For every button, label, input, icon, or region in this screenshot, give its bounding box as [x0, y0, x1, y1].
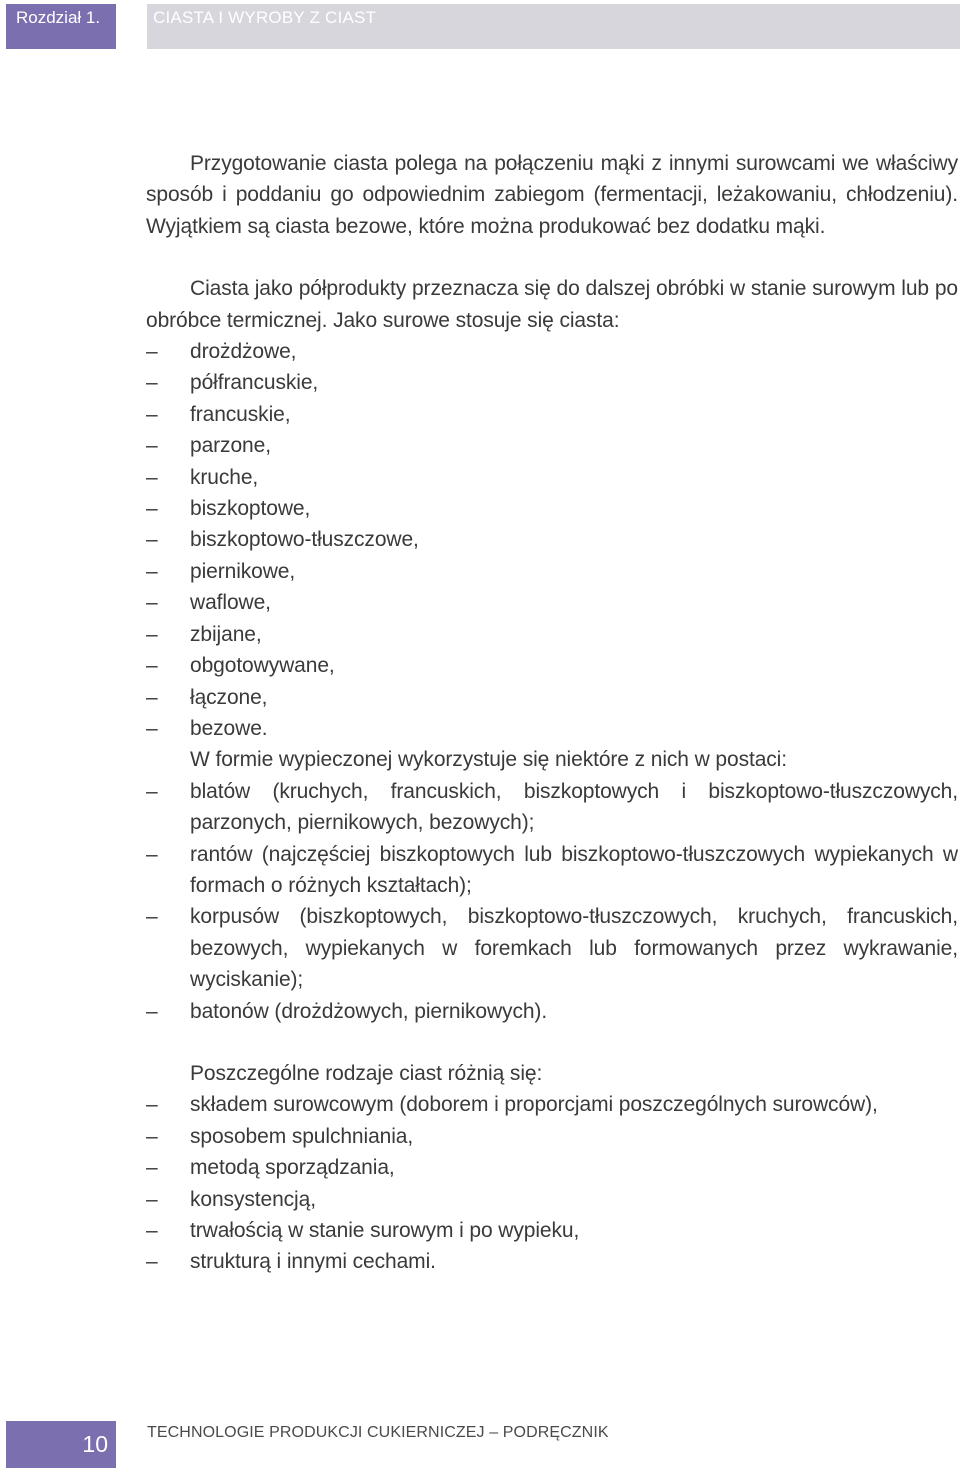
- list-item-text: bezowe.: [190, 716, 268, 740]
- dash-bullet: –: [146, 779, 158, 803]
- list-item: [146, 682, 958, 713]
- dash-bullet: –: [146, 1250, 158, 1274]
- list-item-text: półfrancuskie,: [190, 371, 319, 395]
- dash-bullet: –: [146, 465, 158, 489]
- dash-bullet: –: [146, 497, 158, 521]
- dash-bullet: –: [146, 559, 158, 583]
- list-item-text: drożdżowe,: [190, 340, 297, 364]
- dash-bullet: –: [146, 1187, 158, 1211]
- list-item-text: waflowe,: [190, 591, 271, 615]
- raw-dough-list: [146, 336, 958, 744]
- list-item-text: trwałością w stanie surowym i po wypieku,: [190, 1219, 580, 1242]
- dash-bullet: –: [146, 685, 158, 709]
- list-item: [146, 524, 958, 555]
- list-item: [146, 493, 958, 524]
- list-item-text: parzone,: [190, 434, 271, 458]
- dash-bullet: –: [146, 1093, 158, 1117]
- list-item-text: konsystencją,: [190, 1187, 316, 1211]
- list-item: [146, 336, 958, 367]
- list-item-text: łączone,: [190, 685, 268, 709]
- dash-bullet: –: [146, 591, 158, 615]
- list-item: [146, 1152, 958, 1183]
- paragraph-intro: Przygotowanie ciasta polega na połączeniu mąki z innymi surowcami we właściwy sposób i poddaniu go odpowiednim zabiegom (fermentacji, leżakowaniu, chłodzeniu). Wyjątkiem są ciasta bezowe, które można produkować bez dodatku mąki.: [146, 152, 958, 238]
- list-item-text: korpusów (biszkoptowych, biszkoptowo-tłuszczowych, kruchych, francuskich, bezowych, wypiekanych w foremkach lub formowanych przez wykrawanie, wyciskanie);: [190, 905, 958, 992]
- dash-bullet: –: [146, 340, 158, 364]
- dash-bullet: –: [146, 842, 158, 866]
- list-item-text: blatów (kruchych, francuskich, biszkoptowych i biszkoptowo-tłuszczowych, parzonych, piernikowych, bezowych);: [190, 779, 958, 835]
- list-item-text: metodą sporządzania,: [190, 1156, 395, 1180]
- dash-bullet: –: [146, 434, 158, 458]
- list-item: [146, 587, 958, 618]
- paragraph-differences: Poszczególne rodzaje ciast różnią się:: [190, 1061, 543, 1085]
- list-item-text: piernikowe,: [190, 559, 296, 583]
- page-body: [146, 148, 958, 1278]
- list-item-text: francuskie,: [190, 402, 291, 426]
- list-item: [146, 619, 958, 650]
- list-item: [146, 776, 958, 839]
- list-item-text: składem surowcowym (doborem i proporcjami poszczególnych surowców),: [190, 1093, 878, 1117]
- page-number: 10: [6, 1421, 116, 1468]
- list-item: [146, 839, 958, 902]
- differences-list: [146, 1089, 958, 1277]
- baked-forms-list: [146, 776, 958, 1027]
- dash-bullet: –: [146, 1219, 158, 1242]
- list-item: [146, 650, 958, 681]
- list-item: [146, 1215, 958, 1246]
- list-item: [146, 556, 958, 587]
- dash-bullet: –: [146, 654, 158, 678]
- list-item-text: obgotowywane,: [190, 654, 335, 678]
- paragraph-semi-products: Ciasta jako półprodukty przeznacza się do dalszej obróbki w stanie surowym lub po obróbce termicznej. Jako surowe stosuje się ciasta:: [146, 277, 958, 332]
- list-item: [146, 713, 958, 744]
- list-item: [146, 1246, 958, 1277]
- list-item-text: strukturą i innymi cechami.: [190, 1250, 436, 1274]
- list-item: [146, 1121, 958, 1152]
- chapter-label: Rozdział 1.: [6, 4, 116, 49]
- list-item-text: biszkoptowe,: [190, 497, 311, 521]
- dash-bullet: –: [146, 1124, 158, 1148]
- list-item: [146, 399, 958, 430]
- list-item: [146, 996, 958, 1027]
- paragraph-baked-forms: W formie wypieczonej wykorzystuje się niektóre z nich w postaci:: [190, 748, 787, 772]
- footer-title: TECHNOLOGIE PRODUKCJI CUKIERNICZEJ – PODRĘCZNIK: [147, 1424, 609, 1441]
- list-item: [146, 1089, 958, 1120]
- dash-bullet: –: [146, 622, 158, 646]
- dash-bullet: –: [146, 528, 158, 552]
- list-item-text: kruche,: [190, 465, 259, 489]
- list-item-text: batonów (drożdżowych, piernikowych).: [190, 999, 548, 1023]
- dash-bullet: –: [146, 716, 158, 740]
- dash-bullet: –: [146, 402, 158, 426]
- list-item-text: sposobem spulchniania,: [190, 1124, 414, 1148]
- list-item-text: zbijane,: [190, 622, 262, 646]
- chapter-title: CIASTA I WYROBY Z CIAST: [147, 4, 960, 49]
- list-item: [146, 901, 958, 995]
- dash-bullet: –: [146, 371, 158, 395]
- list-item-text: rantów (najczęściej biszkoptowych lub biszkoptowo-tłuszczowych wypiekanych w formach o różnych kształtach);: [190, 842, 958, 897]
- list-item: [146, 430, 958, 461]
- list-item: [146, 367, 958, 398]
- list-item: [146, 462, 958, 493]
- dash-bullet: –: [146, 905, 158, 929]
- dash-bullet: –: [146, 999, 158, 1023]
- list-item-text: biszkoptowo-tłuszczowe,: [190, 528, 419, 552]
- dash-bullet: –: [146, 1156, 158, 1180]
- list-item: [146, 1184, 958, 1215]
